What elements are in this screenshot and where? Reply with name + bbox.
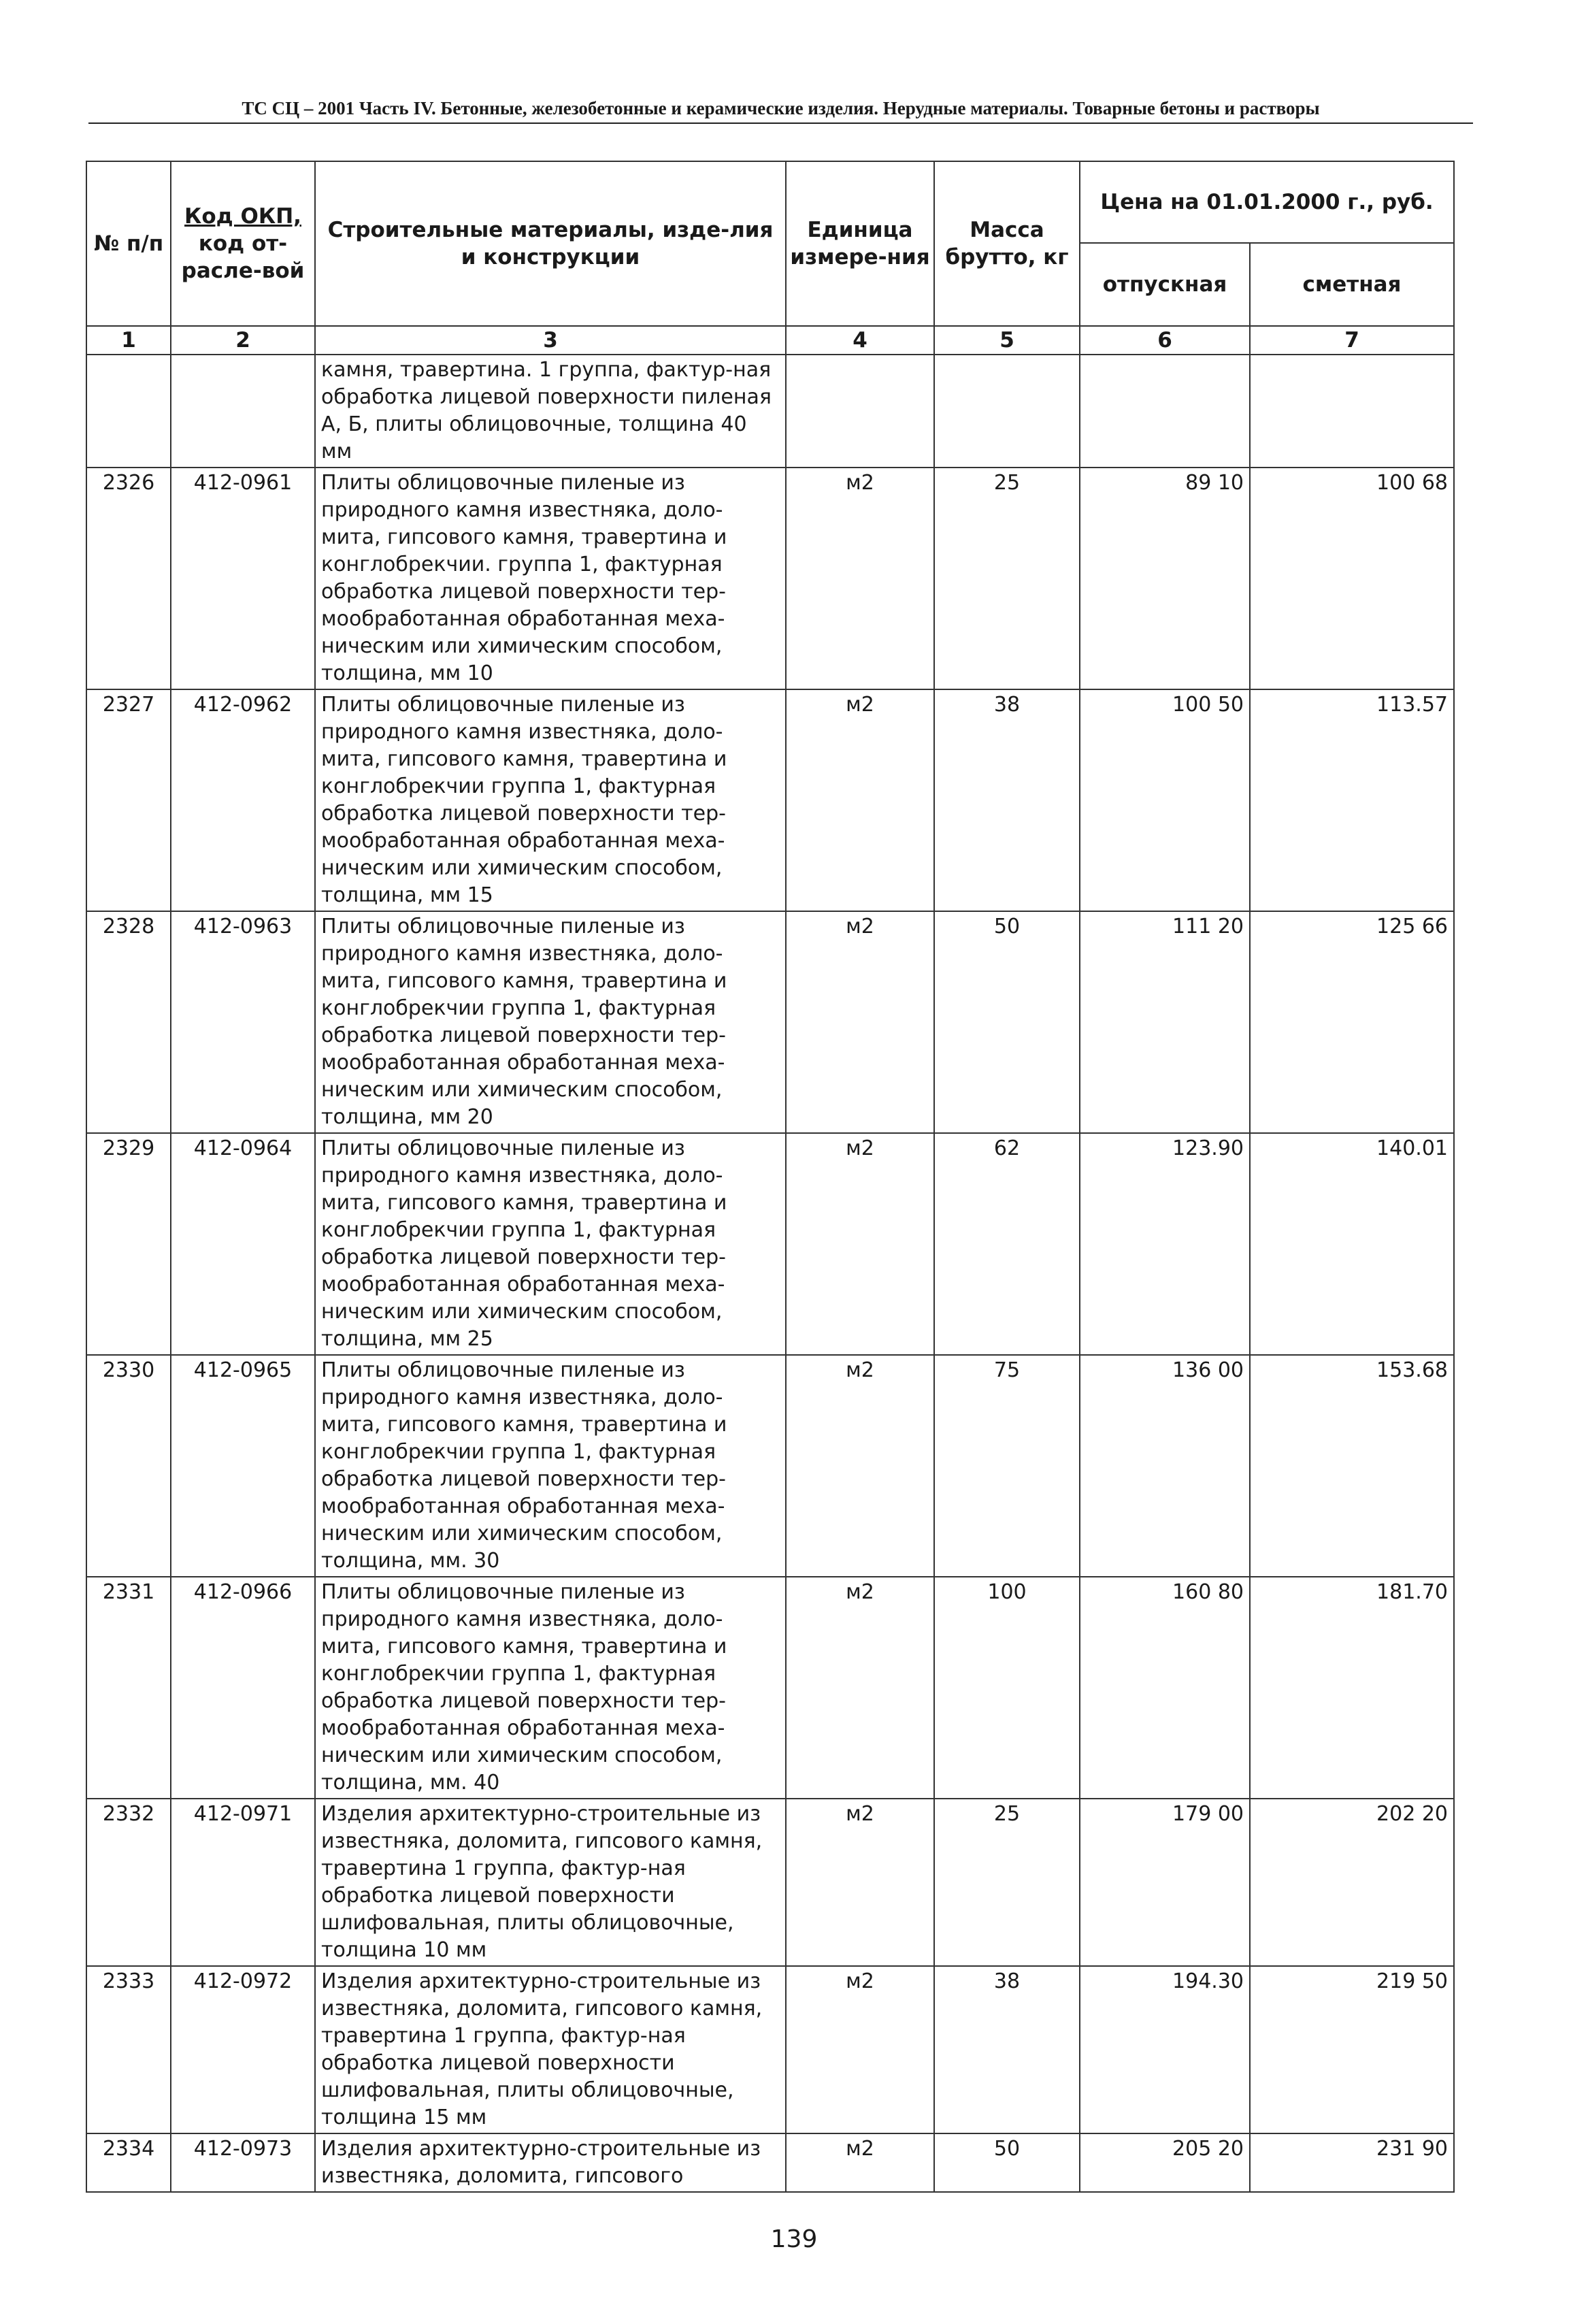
row-name: Изделия архитектурно-строительные из известняка, доломита, гипсового камня, травертина 1 группа, фактур-ная обработка лицевой поверхности шлифовальная, плиты облицовочные, толщина 15 мм <box>315 1966 786 2133</box>
table-row <box>86 1355 1454 1577</box>
header-num: № п/п <box>86 161 171 326</box>
table-row <box>86 2133 1454 2192</box>
row-code: 412-0961 <box>171 468 315 689</box>
table-row <box>86 1577 1454 1799</box>
row-price-release: 205 20 <box>1080 2133 1250 2192</box>
header-code-top: Код ОКП, <box>184 204 301 229</box>
header-code <box>171 161 315 326</box>
header-mass: Масса брутто, кг <box>934 161 1080 326</box>
column-number: 7 <box>1250 326 1454 355</box>
row-name: Изделия архитектурно-строительные из известняка, доломита, гипсового камня, травертина 1 группа, фактур-ная обработка лицевой поверхности шлифовальная, плиты облицовочные, толщина 10 мм <box>315 1799 786 1966</box>
column-number: 2 <box>171 326 315 355</box>
row-price-estimate: 153.68 <box>1250 1355 1454 1577</box>
row-unit: м2 <box>786 911 934 1133</box>
row-code: 412-0965 <box>171 1355 315 1577</box>
row-price-release: 194.30 <box>1080 1966 1250 2133</box>
table-row <box>86 1799 1454 1966</box>
running-header: ТС СЦ – 2001 Часть IV. Бетонные, железобетонные и керамические изделия. Нерудные материалы. Товарные бетоны и растворы <box>88 95 1473 124</box>
table-row <box>86 1133 1454 1355</box>
column-number: 4 <box>786 326 934 355</box>
row-price-estimate: 231 90 <box>1250 2133 1454 2192</box>
row-price-estimate: 113.57 <box>1250 689 1454 911</box>
header-unit: Единица измере-ния <box>786 161 934 326</box>
row-code: 412-0972 <box>171 1966 315 2133</box>
row-num: 2330 <box>86 1355 171 1577</box>
row-num: 2328 <box>86 911 171 1133</box>
row-num: 2333 <box>86 1966 171 2133</box>
table-row <box>86 911 1454 1133</box>
row-unit <box>786 355 934 468</box>
row-unit: м2 <box>786 468 934 689</box>
row-code: 412-0962 <box>171 689 315 911</box>
row-mass: 50 <box>934 2133 1080 2192</box>
row-code: 412-0973 <box>171 2133 315 2192</box>
row-code: 412-0963 <box>171 911 315 1133</box>
row-name: Плиты облицовочные пиленые из природного камня известняка, доло-мита, гипсового камня, травертина и конглобрекчии группа 1, фактурная обработка лицевой поверхности тер-мообработанная обработанная меха-ническим или химическим способом, толщина, мм. 30 <box>315 1355 786 1577</box>
column-number: 6 <box>1080 326 1250 355</box>
row-mass: 38 <box>934 1966 1080 2133</box>
row-price-release: 179 00 <box>1080 1799 1250 1966</box>
row-name: камня, травертина. 1 группа, фактур-ная обработка лицевой поверхности пиленая А, Б, плиты облицовочные, толщина 40 мм <box>315 355 786 468</box>
row-price-estimate <box>1250 355 1454 468</box>
header-row <box>86 161 1454 243</box>
row-code <box>171 355 315 468</box>
row-num <box>86 355 171 468</box>
header-price-estimate: сметная <box>1250 243 1454 326</box>
table-row <box>86 468 1454 689</box>
header-price-group: Цена на 01.01.2000 г., руб. <box>1080 161 1454 243</box>
row-price-release <box>1080 355 1250 468</box>
row-mass: 25 <box>934 468 1080 689</box>
row-price-release: 160 80 <box>1080 1577 1250 1799</box>
row-mass: 25 <box>934 1799 1080 1966</box>
row-price-release: 100 50 <box>1080 689 1250 911</box>
row-unit: м2 <box>786 1799 934 1966</box>
row-price-estimate: 100 68 <box>1250 468 1454 689</box>
header-code-bottom: код от-расле-вой <box>181 231 305 283</box>
row-price-estimate: 181.70 <box>1250 1577 1454 1799</box>
header-name: Строительные материалы, изде-лия и конструкции <box>315 161 786 326</box>
row-price-release: 89 10 <box>1080 468 1250 689</box>
row-price-estimate: 125 66 <box>1250 911 1454 1133</box>
row-num: 2326 <box>86 468 171 689</box>
column-number: 3 <box>315 326 786 355</box>
row-mass: 50 <box>934 911 1080 1133</box>
page-number: 139 <box>770 2225 818 2253</box>
row-code: 412-0971 <box>171 1799 315 1966</box>
row-name: Плиты облицовочные пиленые из природного камня известняка, доло-мита, гипсового камня, травертина и конглобрекчии группа 1, фактурная обработка лицевой поверхности тер-мообработанная обработанная меха-ническим или химическим способом, толщина, мм 15 <box>315 689 786 911</box>
row-name: Плиты облицовочные пиленые из природного камня известняка, доло-мита, гипсового камня, травертина и конглобрекчии группа 1, фактурная обработка лицевой поверхности тер-мообработанная обработанная меха-ническим или химическим способом, толщина, мм 20 <box>315 911 786 1133</box>
row-name: Изделия архитектурно-строительные из известняка, доломита, гипсового <box>315 2133 786 2192</box>
row-mass: 38 <box>934 689 1080 911</box>
row-price-release: 123.90 <box>1080 1133 1250 1355</box>
row-price-estimate: 202 20 <box>1250 1799 1454 1966</box>
row-unit: м2 <box>786 1966 934 2133</box>
column-number-row <box>86 326 1454 355</box>
row-price-release: 136 00 <box>1080 1355 1250 1577</box>
row-unit: м2 <box>786 689 934 911</box>
row-name: Плиты облицовочные пиленые из природного камня известняка, доло-мита, гипсового камня, травертина и конглобрекчии группа 1, фактурная обработка лицевой поверхности тер-мообработанная обработанная меха-ническим или химическим способом, толщина, мм. 40 <box>315 1577 786 1799</box>
row-code: 412-0966 <box>171 1577 315 1799</box>
table-row <box>86 355 1454 468</box>
row-num: 2331 <box>86 1577 171 1799</box>
row-num: 2327 <box>86 689 171 911</box>
row-price-estimate: 140.01 <box>1250 1133 1454 1355</box>
row-unit: м2 <box>786 1355 934 1577</box>
row-mass <box>934 355 1080 468</box>
row-num: 2332 <box>86 1799 171 1966</box>
row-mass: 62 <box>934 1133 1080 1355</box>
row-mass: 75 <box>934 1355 1080 1577</box>
table-row <box>86 1966 1454 2133</box>
row-num: 2334 <box>86 2133 171 2192</box>
column-number: 5 <box>934 326 1080 355</box>
row-name: Плиты облицовочные пиленые из природного камня известняка, доло-мита, гипсового камня, травертина и конглобрекчии. группа 1, фактурная обработка лицевой поверхности тер-мообработанная обработанная меха-ническим или химическим способом, толщина, мм 10 <box>315 468 786 689</box>
table-row <box>86 689 1454 911</box>
column-number: 1 <box>86 326 171 355</box>
row-mass: 100 <box>934 1577 1080 1799</box>
row-code: 412-0964 <box>171 1133 315 1355</box>
row-unit: м2 <box>786 1577 934 1799</box>
header-price-release: отпускная <box>1080 243 1250 326</box>
row-unit: м2 <box>786 2133 934 2192</box>
row-name: Плиты облицовочные пиленые из природного камня известняка, доло-мита, гипсового камня, травертина и конглобрекчии группа 1, фактурная обработка лицевой поверхности тер-мообработанная обработанная меха-ническим или химическим способом, толщина, мм 25 <box>315 1133 786 1355</box>
row-price-estimate: 219 50 <box>1250 1966 1454 2133</box>
row-num: 2329 <box>86 1133 171 1355</box>
price-table <box>86 161 1455 2193</box>
row-unit: м2 <box>786 1133 934 1355</box>
row-price-release: 111 20 <box>1080 911 1250 1133</box>
